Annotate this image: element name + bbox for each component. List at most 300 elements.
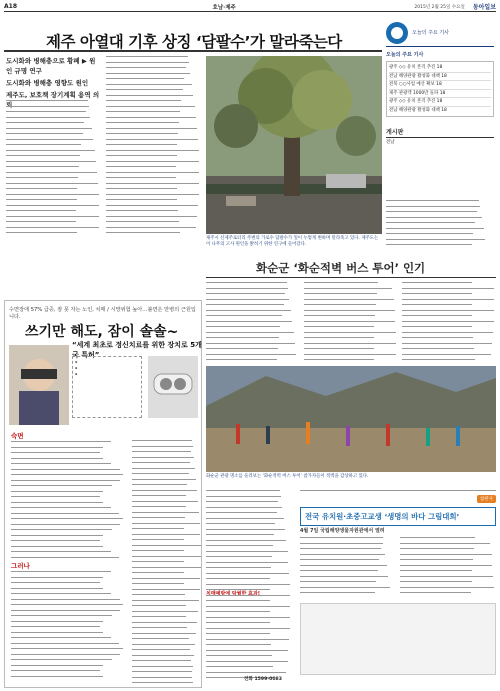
text-line	[206, 600, 270, 601]
text-line	[11, 507, 111, 508]
text-line	[206, 633, 270, 634]
text-line	[206, 337, 279, 338]
text-line	[402, 315, 472, 316]
text-line	[132, 638, 189, 639]
text-line	[206, 567, 271, 568]
text-line	[402, 310, 494, 311]
feature-line: ▪	[75, 360, 78, 364]
text-line	[206, 617, 290, 618]
text-line	[386, 233, 473, 234]
text-line	[11, 626, 100, 627]
text-line	[6, 210, 76, 211]
text-line	[11, 535, 103, 536]
text-line	[11, 551, 111, 552]
text-line	[106, 117, 196, 118]
text-line	[132, 605, 186, 606]
text-line	[206, 507, 282, 508]
text-line	[206, 288, 288, 289]
text-line	[132, 534, 200, 535]
text-line	[11, 621, 103, 622]
text-line	[304, 288, 392, 289]
text-line	[6, 139, 93, 140]
ad2-info-box	[300, 603, 496, 675]
text-line	[106, 84, 192, 85]
text-line	[106, 183, 199, 184]
text-line	[132, 578, 200, 579]
text-line	[106, 128, 197, 129]
text-line	[6, 133, 83, 134]
text-line	[206, 326, 280, 327]
ad2-headline: 전국 유치원·초중고교생 ‘생명의 바다 그림대회’	[305, 512, 460, 521]
drawing-contest-ad	[300, 490, 496, 688]
text-line	[106, 172, 199, 173]
section-name: 호남·제주	[212, 4, 236, 11]
text-line	[304, 359, 374, 360]
ad1-model-photo	[9, 345, 69, 425]
text-line	[106, 221, 179, 222]
index-row: 전남 해양관광 활성화 대책 18	[389, 107, 447, 113]
text-line	[6, 155, 80, 156]
text-line	[11, 485, 112, 486]
index-row: 전북 ○○사업 예산 확보 18	[389, 81, 491, 90]
ad1-phone: 전화 1599-0083	[244, 677, 282, 682]
text-line	[206, 556, 272, 557]
text-line	[106, 161, 199, 162]
text-line	[132, 666, 193, 667]
text-line	[132, 479, 196, 480]
text-line	[206, 628, 290, 629]
text-line	[206, 545, 273, 546]
text-line	[206, 595, 290, 596]
text-line	[6, 194, 99, 195]
subhead-3: 제주도, 보호책 장기계획 용역 의	[6, 91, 100, 99]
text-line	[402, 354, 491, 355]
text-line	[11, 648, 123, 649]
ad2-badge: 참관사	[477, 495, 496, 503]
text-line	[11, 441, 111, 442]
text-line	[400, 543, 490, 544]
text-line	[400, 559, 473, 560]
text-line	[386, 228, 484, 229]
text-line	[304, 282, 378, 283]
text-line	[132, 446, 193, 447]
text-line	[402, 337, 473, 338]
article-body-col2	[106, 56, 201, 240]
text-line	[386, 206, 480, 207]
tour-photo-image	[206, 366, 496, 472]
text-line	[402, 326, 472, 327]
text-line	[6, 106, 89, 107]
text-line	[206, 551, 288, 552]
text-line	[206, 348, 278, 349]
text-line	[304, 348, 374, 349]
second-article-body	[206, 282, 496, 364]
text-line	[304, 343, 396, 344]
text-line	[206, 622, 270, 623]
text-line	[11, 643, 119, 644]
subhead-2: 도시화와 병해충 영향도 원인	[6, 79, 89, 87]
text-line	[402, 304, 472, 305]
main-photo-tree	[206, 56, 382, 234]
text-line	[402, 293, 472, 294]
text-line	[206, 501, 278, 502]
text-line	[11, 513, 119, 514]
text-line	[6, 100, 88, 101]
text-line	[402, 299, 494, 300]
text-line	[132, 528, 184, 529]
text-line	[206, 606, 290, 607]
text-line	[132, 451, 191, 452]
text-line	[106, 194, 199, 195]
text-line	[132, 523, 200, 524]
text-line	[11, 615, 112, 616]
text-line	[206, 540, 286, 541]
page-number: A18	[4, 3, 17, 10]
text-line	[11, 491, 103, 492]
text-line	[106, 205, 198, 206]
text-line	[132, 561, 184, 562]
sidebar-index-title: 오늘의 주요 기사	[412, 29, 449, 36]
text-line	[402, 321, 494, 322]
text-line	[386, 200, 479, 201]
text-line	[206, 611, 270, 612]
newspaper-brand: 동아일보	[472, 4, 496, 11]
text-line	[11, 659, 112, 660]
text-line	[106, 122, 179, 123]
text-line	[206, 359, 277, 360]
text-line	[6, 177, 78, 178]
index-row: 제주 관광객 1000만 돌파 18	[389, 90, 491, 99]
ad1-product-headline: “세계 최초로 정신치료를 위한 장치로 5개국 특허”	[72, 341, 202, 359]
second-headline: 화순군 ‘화순적벽 버스 투어’ 인기	[256, 261, 426, 275]
text-line	[132, 633, 196, 634]
text-line	[11, 496, 100, 497]
text-line	[11, 463, 111, 464]
ad1-section-1: 숙면	[11, 432, 24, 440]
main-headline: 제주 아열대 기후 상징 ‘담팔수’가 말라죽는다	[46, 33, 342, 51]
second-headline-box	[206, 256, 496, 278]
text-line	[300, 554, 385, 555]
text-line	[132, 484, 187, 485]
article-body-col1	[6, 100, 101, 240]
text-line	[206, 293, 285, 294]
text-line	[300, 576, 388, 577]
text-line	[132, 660, 191, 661]
ad1-feature-list	[72, 356, 142, 418]
text-line	[400, 581, 472, 582]
text-line	[132, 627, 187, 628]
text-line	[132, 501, 198, 502]
text-line	[11, 452, 100, 453]
page-header	[4, 2, 496, 12]
text-line	[400, 587, 494, 588]
sidebar-logo-icon	[386, 22, 408, 44]
model-with-eyemask-image	[9, 345, 69, 425]
text-line	[132, 545, 201, 546]
text-line	[11, 474, 123, 475]
text-line	[6, 150, 95, 151]
text-line	[106, 67, 186, 68]
text-line	[402, 282, 472, 283]
text-line	[106, 216, 197, 217]
text-line	[6, 199, 77, 200]
text-line	[206, 666, 273, 667]
text-line	[132, 468, 195, 469]
text-line	[11, 571, 111, 572]
text-line	[206, 523, 275, 524]
text-line	[132, 600, 199, 601]
ad1-topline: 수면장애 57% 급증, 잠 못 자는 노인, 치매 / 시망위험 높아…불면은 만병의 근원입니다.	[9, 307, 196, 320]
text-line	[132, 495, 186, 496]
notice-label: 전남	[386, 140, 395, 145]
text-line	[132, 457, 194, 458]
text-line	[300, 537, 383, 538]
text-line	[6, 205, 99, 206]
text-line	[400, 537, 475, 538]
text-line	[11, 557, 119, 558]
text-line	[206, 672, 286, 673]
text-line	[386, 217, 482, 218]
text-line	[132, 622, 197, 623]
text-line	[6, 161, 96, 162]
text-line	[6, 122, 84, 123]
text-line	[11, 546, 103, 547]
text-line	[106, 144, 177, 145]
text-line	[106, 95, 193, 96]
text-line	[132, 616, 186, 617]
text-line	[106, 111, 180, 112]
text-line	[206, 650, 288, 651]
text-line	[206, 299, 289, 300]
text-line	[206, 343, 295, 344]
text-line	[132, 567, 201, 568]
text-line	[106, 133, 178, 134]
second-photo-caption: 화순군 관광 명소를 둘러보는 ‘화순적벽 버스 투어’ 참가자들이 적벽을 감상하고 있다.	[206, 474, 369, 479]
text-line	[304, 354, 396, 355]
text-line	[300, 587, 390, 588]
text-line	[6, 117, 90, 118]
text-line	[11, 593, 111, 594]
notice-board-title: 게시판	[386, 127, 494, 138]
text-line	[300, 543, 383, 544]
text-line	[206, 332, 294, 333]
text-line	[6, 183, 98, 184]
subhead-1: 도시화와 병해충으로 황폐 ▶ 원인 규명 연구	[6, 57, 96, 75]
text-line	[132, 594, 185, 595]
text-line	[206, 661, 288, 662]
text-line	[11, 654, 120, 655]
index-table	[386, 61, 494, 117]
right-sidebar	[386, 22, 494, 192]
text-line	[304, 321, 395, 322]
text-line	[106, 100, 181, 101]
eyemask-device-icon	[148, 356, 198, 418]
main-photo-caption: 제주시 신제주로터리 주변의 가로수 담팔수가 잎이 누렇게 변하며 말라죽고 있다. 제주도는 이 나무의 고사 원인을 밝히기 위한 연구에 들어갔다.	[206, 236, 379, 247]
text-line	[304, 337, 374, 338]
text-line	[11, 540, 100, 541]
text-line	[206, 321, 292, 322]
text-line	[132, 671, 192, 672]
text-line	[132, 583, 184, 584]
text-line	[6, 166, 79, 167]
index-row: 광주 ◇◇ 유치 본격 추진 18	[389, 98, 491, 107]
text-line	[400, 554, 492, 555]
text-line	[6, 232, 77, 233]
text-line	[386, 244, 472, 245]
text-line	[386, 211, 477, 212]
ad1-body-col	[132, 440, 202, 688]
ad2-sub: 4월 7일 국립해양생물자원관에서 열려	[300, 528, 385, 534]
text-line	[132, 677, 192, 678]
text-line	[11, 447, 103, 448]
text-line	[106, 139, 198, 140]
text-line	[402, 343, 492, 344]
text-line	[106, 227, 196, 228]
text-line	[300, 565, 387, 566]
ad1-product-box	[72, 340, 202, 436]
text-line	[11, 665, 103, 666]
text-line	[206, 529, 285, 530]
text-line	[106, 56, 188, 57]
text-line	[400, 592, 471, 593]
text-line	[11, 610, 120, 611]
text-line	[304, 315, 375, 316]
text-line	[132, 649, 190, 650]
text-line	[206, 589, 270, 590]
text-line	[132, 611, 198, 612]
main-headline-box	[4, 22, 382, 52]
text-line	[132, 539, 184, 540]
text-line	[400, 548, 474, 549]
ad1-device-image	[148, 356, 198, 418]
index-row: 광주 ◇◇ 유치 본격 추진 18	[389, 64, 491, 73]
text-line	[206, 490, 280, 491]
text-line	[106, 210, 178, 211]
text-line	[206, 315, 282, 316]
text-line	[300, 592, 375, 593]
text-line	[206, 639, 289, 640]
text-line	[206, 534, 274, 535]
text-line	[11, 599, 120, 600]
text-line	[206, 644, 271, 645]
text-line	[206, 282, 287, 283]
text-line	[11, 469, 120, 470]
index-heading: 오늘의 주요 기사	[386, 52, 424, 58]
text-line	[6, 221, 76, 222]
text-line	[11, 577, 103, 578]
text-line	[402, 288, 494, 289]
text-line	[132, 644, 195, 645]
text-line	[300, 559, 379, 560]
text-line	[106, 73, 190, 74]
text-line	[300, 581, 376, 582]
index-row: 전남 해양관광 활성화 대책 18	[389, 73, 491, 82]
tree-photo-image	[206, 56, 382, 234]
text-line	[11, 480, 120, 481]
text-line	[400, 576, 493, 577]
ad1-headline: 쓰기만 해도, 잠이 솔솔~	[25, 324, 179, 340]
text-line	[132, 682, 193, 683]
text-line	[106, 166, 176, 167]
second-photo-tour	[206, 366, 496, 472]
text-line	[400, 565, 492, 566]
text-line	[206, 304, 284, 305]
text-line	[106, 232, 180, 233]
text-line	[132, 550, 184, 551]
text-line	[6, 128, 92, 129]
text-line	[206, 655, 272, 656]
text-line	[106, 199, 177, 200]
text-line	[386, 222, 475, 223]
text-line	[206, 496, 281, 497]
text-line	[6, 111, 86, 112]
text-line	[400, 570, 472, 571]
text-line	[11, 588, 103, 589]
ad1-text-col	[206, 490, 292, 686]
text-line	[206, 562, 288, 563]
text-line	[132, 572, 184, 573]
text-line	[304, 299, 394, 300]
text-line	[6, 216, 99, 217]
text-line	[206, 578, 270, 579]
text-line	[6, 227, 99, 228]
text-line	[132, 589, 200, 590]
text-line	[132, 556, 201, 557]
text-line	[300, 570, 378, 571]
text-line	[106, 78, 184, 79]
text-line	[106, 89, 183, 90]
text-line	[11, 502, 103, 503]
text-line	[11, 676, 103, 677]
text-line	[106, 62, 189, 63]
feature-line: ▪	[75, 372, 78, 376]
text-line	[6, 172, 97, 173]
text-line	[11, 518, 123, 519]
text-line	[11, 524, 120, 525]
text-line	[402, 348, 474, 349]
text-line	[11, 582, 100, 583]
text-line	[206, 310, 291, 311]
text-line	[402, 359, 475, 360]
text-line	[300, 548, 381, 549]
text-line	[206, 512, 277, 513]
text-line	[206, 518, 284, 519]
text-line	[132, 473, 189, 474]
text-line	[402, 332, 493, 333]
text-line	[206, 573, 289, 574]
ad2-body-text	[300, 537, 496, 597]
text-line	[106, 188, 177, 189]
text-line	[206, 584, 290, 585]
text-line	[132, 512, 199, 513]
feature-line: ▪	[75, 366, 78, 370]
text-line	[132, 462, 190, 463]
text-line	[132, 506, 186, 507]
ad1-section-2: 그러나	[11, 562, 30, 570]
text-line	[304, 310, 395, 311]
text-line	[6, 188, 77, 189]
text-line	[304, 293, 377, 294]
text-line	[106, 150, 199, 151]
text-line	[106, 177, 176, 178]
text-line	[304, 304, 376, 305]
text-line	[11, 458, 103, 459]
text-line	[386, 239, 485, 240]
text-line	[304, 326, 374, 327]
text-line	[11, 632, 103, 633]
text-line	[11, 529, 112, 530]
text-line	[132, 440, 192, 441]
